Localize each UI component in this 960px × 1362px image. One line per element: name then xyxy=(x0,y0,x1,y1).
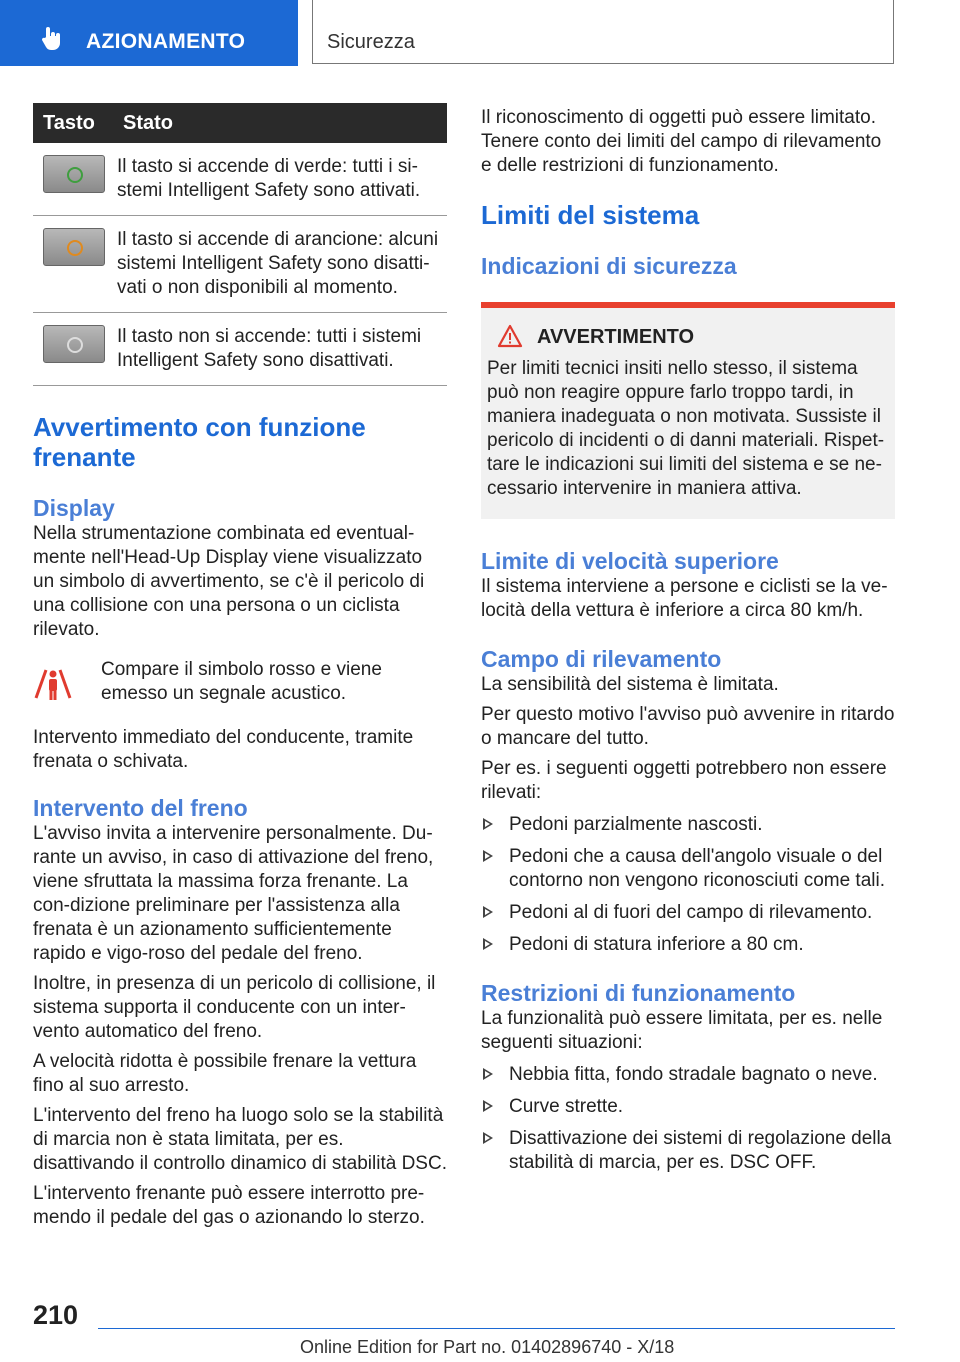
right-column xyxy=(481,106,895,1175)
chapter-label: Sicurezza xyxy=(327,31,415,53)
paragraph-brake-4: L'intervento del freno ha luogo solo se la stabilità di marcia non è stata limitata, per es. disattivando il controllo dinamico di stabilità DSC. xyxy=(33,1105,447,1174)
paragraph-range-1: La sensibilità del sistema è limitata. xyxy=(481,674,779,695)
triangle-bullet-icon xyxy=(483,1132,493,1144)
triangle-bullet-icon xyxy=(483,818,493,830)
restrictions-list xyxy=(481,1063,895,1175)
chapter-header xyxy=(312,0,894,64)
safety-button-orange-icon xyxy=(43,228,105,266)
heading-speed-limit: Limite di velocità superiore xyxy=(481,548,779,574)
paragraph-display: Nella strumentazione combinata ed eventual-mente nell'Head-Up Display viene visualizzato un simbolo di avvertimento, se c'è il pericolo di una collisione con una persona o un ciclista rilevato. xyxy=(33,523,425,640)
heading-restrictions: Restrizioni di funzionamento xyxy=(481,980,796,1006)
paragraph-speed: Il sistema interviene a persone e ciclisti se la ve-locità della vettura è inferiore a circa 80 km/h. xyxy=(481,576,888,621)
button-status-table xyxy=(33,103,447,386)
paragraph-brake-5: L'intervento frenante può essere interrotto pre-mendo il pedale del gas o azionando lo sterzo. xyxy=(33,1183,425,1228)
paragraph-brake-2: Inoltre, in presenza di un pericolo di collisione, il sistema supporta il conducente con un inter-vento automatico del freno. xyxy=(33,973,436,1042)
heading-system-limits: Limiti del sistema xyxy=(481,200,700,230)
list-item: Pedoni parzialmente nascosti. xyxy=(481,813,895,837)
paragraph-brake-3: A velocità ridotta è possibile frenare la vettura fino al suo arresto. xyxy=(33,1051,417,1096)
row-state: Il tasto si accende di verde: tutti i si-stemi Intelligent Safety sono attivati. xyxy=(113,143,447,216)
warning-text: Per limiti tecnici insiti nello stesso, il sistema può non reagire oppure farlo troppo tardi, in maniera inadeguata o non motivata. Sussiste il pericolo di incidenti o di danni materiali. Rispet-tare le indicazioni sui limiti del sistema e se ne-cessario intervenire in maniera attiva. xyxy=(487,358,885,499)
paragraph-restrictions: La funzionalità può essere limitata, per es. nelle seguenti situazioni: xyxy=(481,1008,883,1053)
paragraph-range-2: Per questo motivo l'avviso può avvenire in ritardo o mancare del tutto. xyxy=(481,704,895,749)
table-row xyxy=(33,313,447,386)
triangle-bullet-icon xyxy=(483,938,493,950)
triangle-bullet-icon xyxy=(483,1100,493,1112)
table-header-key: Tasto xyxy=(33,103,113,143)
left-column xyxy=(33,103,447,1230)
heading-brake-intervention: Intervento del freno xyxy=(33,795,248,821)
page-number: 210 xyxy=(33,1300,79,1330)
safety-button-off-icon xyxy=(43,325,105,363)
hand-pointer-icon xyxy=(40,26,64,50)
table-row xyxy=(33,216,447,313)
ring-icon xyxy=(67,240,83,256)
ring-icon xyxy=(67,167,83,183)
triangle-bullet-icon xyxy=(483,850,493,862)
paragraph-intervention: Intervento immediato del conducente, tramite frenata o schivata. xyxy=(33,727,414,772)
heading-warning-brake: Avvertimento con funzione frenante xyxy=(33,412,366,472)
list-item: Pedoni che a causa dell'angolo visuale o del contorno non vengono riconosciuti come tali. xyxy=(481,845,895,893)
safety-button-green-icon xyxy=(43,155,105,193)
heading-display: Display xyxy=(33,495,115,521)
list-item: Curve strette. xyxy=(481,1095,895,1119)
warning-box xyxy=(481,302,895,519)
list-item: Pedoni al di fuori del campo di rilevamento. xyxy=(481,901,895,925)
undetected-objects-list xyxy=(481,813,895,957)
warning-title: AVVERTIMENTO xyxy=(537,326,695,348)
footer-divider xyxy=(98,1328,895,1329)
triangle-bullet-icon xyxy=(483,906,493,918)
list-item: Pedoni di statura inferiore a 80 cm. xyxy=(481,933,895,957)
row-state: Il tasto si accende di arancione: alcuni sistemi Intelligent Safety sono disatti-vati o non disponibili al momento. xyxy=(113,216,447,313)
warning-triangle-icon xyxy=(497,324,523,348)
paragraph-range-3: Per es. i seguenti oggetti potrebbero non essere rilevati: xyxy=(481,758,887,803)
list-item: Disattivazione dei sistemi di regolazione della stabilità di marcia, per es. DSC OFF. xyxy=(481,1127,895,1175)
section-label: AZIONAMENTO xyxy=(86,30,246,53)
heading-safety-notes: Indicazioni di sicurezza xyxy=(481,253,737,279)
pedestrian-warning-icon xyxy=(33,664,73,704)
heading-detection-range: Campo di rilevamento xyxy=(481,646,722,672)
paragraph-brake-1: L'avviso invita a intervenire personalmente. Du-rante un avviso, in caso di attivazione del freno, viene sfruttata la massima forza frenante. La con-dizione preliminare per l'assistenza alla frenata è un azionamento sufficientemente rapido e vigo-roso del pedale del freno. xyxy=(33,823,434,964)
edition-text: Online Edition for Part no. 01402896740 - X/18 xyxy=(300,1337,675,1357)
symbol-note xyxy=(33,658,447,712)
triangle-bullet-icon xyxy=(483,1068,493,1080)
table-row xyxy=(33,143,447,216)
ring-icon xyxy=(67,337,83,353)
row-state: Il tasto non si accende: tutti i sistemi Intelligent Safety sono disattivati. xyxy=(113,313,447,386)
symbol-text: Compare il simbolo rosso e viene emesso un segnale acustico. xyxy=(101,659,382,704)
table-header-state: Stato xyxy=(113,103,447,143)
list-item: Nebbia fitta, fondo stradale bagnato o neve. xyxy=(481,1063,895,1087)
section-tab[interactable] xyxy=(0,0,298,66)
paragraph-intro: Il riconoscimento di oggetti può essere limitato. Tenere conto dei limiti del campo di rilevamento e delle restrizioni di funzionamento. xyxy=(481,107,882,176)
